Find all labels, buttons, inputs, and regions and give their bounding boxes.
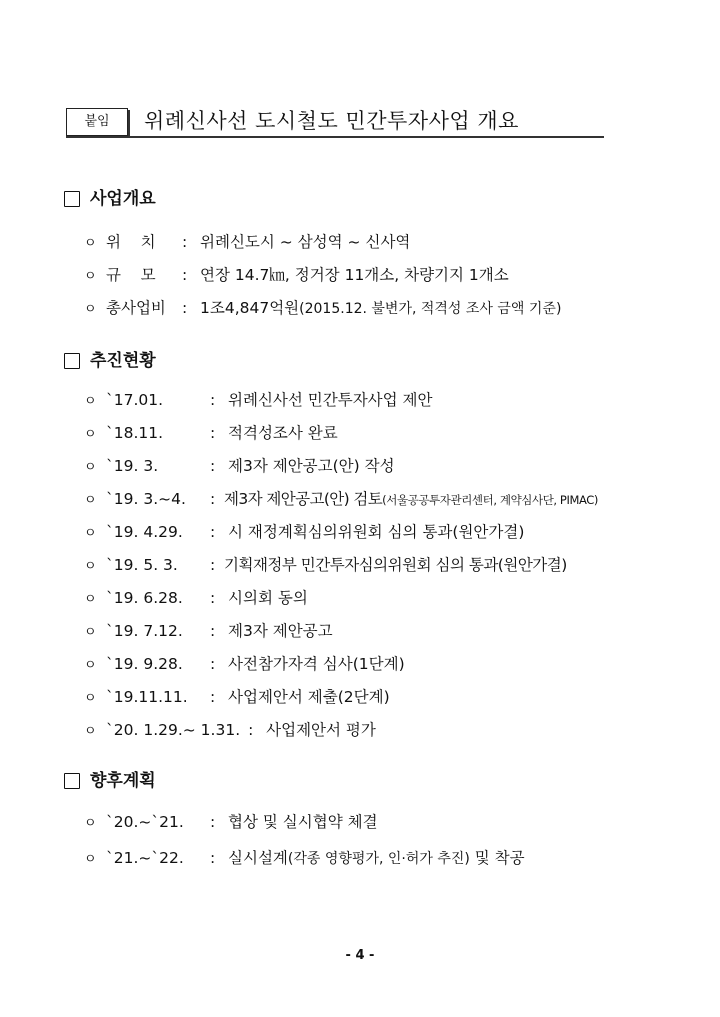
bullet-circle-icon: ㅇ (84, 236, 97, 251)
item-separator: : (210, 457, 216, 475)
item-label: 규 모 (106, 266, 156, 284)
bullet-circle-icon: ㅇ (84, 724, 97, 739)
attachment-tag: 붙임 (66, 108, 128, 136)
item-separator: : (210, 655, 216, 673)
bullet-circle-icon: ㅇ (84, 460, 97, 475)
item-date: `19. 5. 3. (106, 556, 178, 574)
item-date: `19. 4.29. (106, 523, 183, 541)
section-title: 향후계획 (90, 771, 156, 791)
overview-item-cost (84, 296, 561, 320)
item-text: 시의회 동의 (228, 589, 308, 607)
item-separator: : (210, 424, 216, 442)
item-date: `19.11.11. (106, 688, 188, 706)
item-separator: : (210, 391, 216, 409)
item-text: 1조4,847억원 (200, 299, 300, 317)
bullet-circle-icon: ㅇ (84, 852, 97, 867)
progress-item (84, 520, 524, 544)
item-text: 위례신사선 민간투자사업 제안 (228, 391, 433, 409)
item-label: 위 치 (106, 233, 156, 251)
item-separator: : (182, 299, 188, 317)
title-underline (66, 136, 604, 138)
item-separator: : (182, 233, 188, 251)
item-separator: : (248, 721, 254, 739)
item-separator: : (182, 266, 188, 284)
item-note: (서울공공투자관리센터, 계약심사단, PIMAC) (382, 493, 598, 507)
progress-item (84, 685, 390, 709)
progress-item (84, 388, 433, 412)
item-date: `20.~`21. (106, 813, 184, 831)
bullet-circle-icon: ㅇ (84, 427, 97, 442)
item-separator: : (210, 688, 216, 706)
bullet-circle-icon: ㅇ (84, 592, 97, 607)
plan-item (84, 846, 525, 870)
item-text: 시 재정계획심의위원회 심의 통과(원안가결) (228, 523, 525, 541)
progress-item (84, 553, 567, 577)
item-text: 제3자 제안공고(안) 작성 (228, 457, 395, 475)
item-date: `19. 9.28. (106, 655, 183, 673)
section-title: 사업개요 (90, 189, 156, 209)
item-text: 위례신도시 ~ 삼성역 ~ 신사역 (200, 233, 411, 251)
progress-item (84, 487, 598, 511)
item-date: `19. 3. (106, 457, 159, 475)
progress-item (84, 718, 376, 742)
bullet-circle-icon: ㅇ (84, 394, 97, 409)
item-separator: : (210, 589, 216, 607)
item-note: (2015.12. 불변가, 적격성 조사 금액 기준) (299, 301, 562, 317)
bullet-circle-icon: ㅇ (84, 269, 97, 284)
item-text: 기획재정부 민간투자심의위원회 심의 통과(원안가결) (224, 556, 567, 574)
item-text: 제3자 제안공고 (228, 622, 333, 640)
item-text: 연장 14.7㎞, 정거장 11개소, 차량기지 1개소 (200, 266, 509, 284)
item-date: `19. 3.~4. (106, 490, 186, 508)
checkbox-square-icon (64, 191, 80, 207)
progress-item (84, 619, 333, 643)
item-text: 제3자 제안공고(안) 검토 (224, 490, 383, 508)
item-text: 사전참가자격 심사(1단계) (228, 655, 405, 673)
progress-item (84, 454, 395, 478)
item-label: 총사업비 (106, 299, 166, 317)
item-text: 협상 및 실시협약 체결 (228, 813, 378, 831)
document-title: 위례신사선 도시철도 민간투자사업 개요 (144, 109, 519, 133)
item-separator: : (210, 622, 216, 640)
section-title: 추진현황 (90, 351, 156, 371)
plan-item (84, 810, 378, 834)
item-note: (각종 영향평가, 인·허가 추진) (287, 851, 470, 867)
bullet-circle-icon: ㅇ (84, 658, 97, 673)
progress-item (84, 586, 308, 610)
item-separator: : (210, 490, 215, 508)
item-tail: 및 착공 (469, 849, 525, 867)
item-text: 사업제안서 제출(2단계) (228, 688, 390, 706)
progress-item (84, 652, 405, 676)
item-text: 사업제안서 평가 (266, 721, 376, 739)
progress-item (84, 421, 338, 445)
item-date: `19. 7.12. (106, 622, 183, 640)
item-separator: : (210, 849, 216, 867)
bullet-circle-icon: ㅇ (84, 816, 97, 831)
item-text: 적격성조사 완료 (228, 424, 338, 442)
item-date: `19. 6.28. (106, 589, 183, 607)
checkbox-square-icon (64, 353, 80, 369)
bullet-circle-icon: ㅇ (84, 526, 97, 541)
item-text: 실시설계 (228, 849, 288, 867)
item-date: `20. 1.29.~ 1.31. (106, 721, 241, 739)
bullet-circle-icon: ㅇ (84, 625, 97, 640)
overview-item-location (84, 230, 410, 254)
bullet-circle-icon: ㅇ (84, 559, 97, 574)
document-header (66, 104, 604, 140)
item-separator: : (210, 556, 215, 574)
overview-item-scale (84, 263, 509, 287)
item-date: `17.01. (106, 391, 164, 409)
item-separator: : (210, 813, 216, 831)
item-separator: : (210, 523, 216, 541)
bullet-circle-icon: ㅇ (84, 691, 97, 706)
bullet-circle-icon: ㅇ (84, 493, 96, 508)
bullet-circle-icon: ㅇ (84, 302, 97, 317)
item-date: `21.~`22. (106, 849, 184, 867)
checkbox-square-icon (64, 773, 80, 789)
page-number: - 4 - (345, 948, 375, 963)
item-date: `18.11. (106, 424, 164, 442)
